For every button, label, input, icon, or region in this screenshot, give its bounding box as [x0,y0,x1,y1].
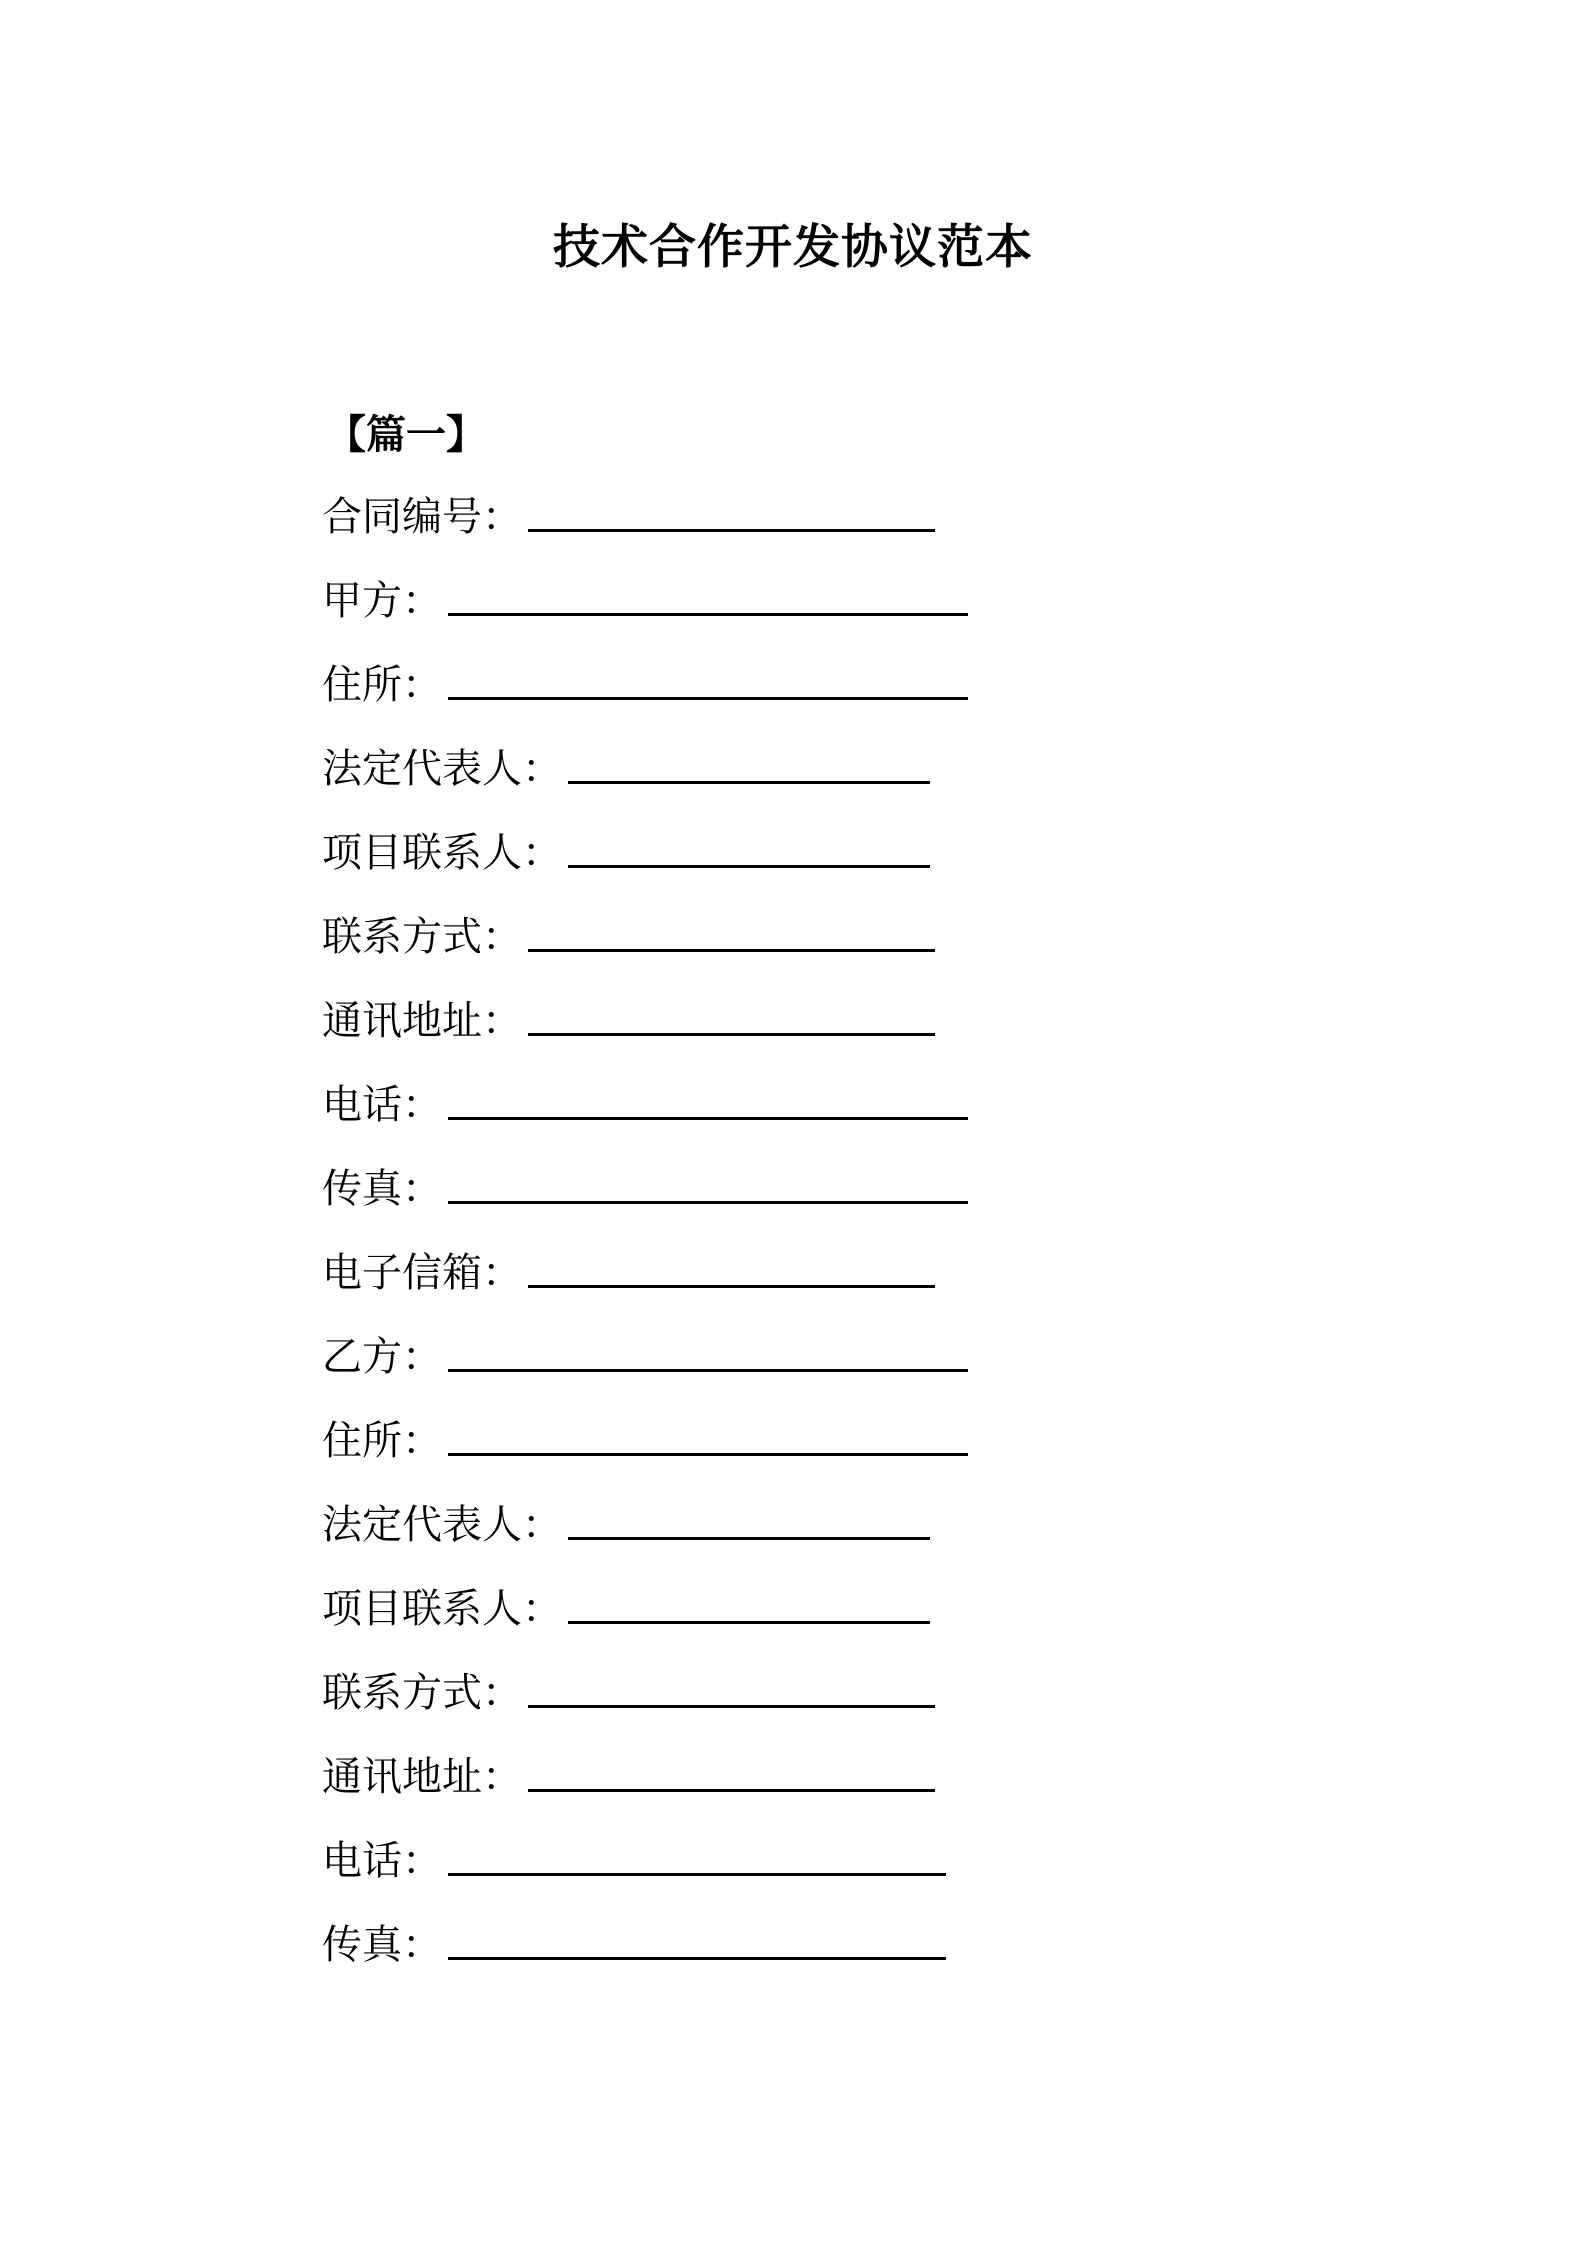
blank-line[interactable] [528,487,935,532]
field-label: 住所： [322,1418,442,1464]
field-label: 传真： [322,1922,442,1968]
field-party-a-email [322,1243,968,1327]
field-label: 住所： [322,662,442,708]
field-party-b-phone [322,1831,968,1915]
field-label: 电子信箱： [322,1250,522,1296]
field-party-a-contact-method [322,907,968,991]
field-party-a-mailing-address [322,991,968,1075]
contract-field-list [322,487,968,1999]
field-party-a-fax [322,1159,968,1243]
field-party-a-project-contact [322,823,968,907]
blank-line[interactable] [448,1159,968,1204]
field-label: 甲方： [322,578,442,624]
field-party-b-fax [322,1915,968,1999]
field-label: 合同编号： [322,494,522,540]
blank-line[interactable] [528,1243,935,1288]
field-party-b-legal-rep [322,1495,968,1579]
field-party-a [322,571,968,655]
field-label: 法定代表人： [322,1502,562,1548]
blank-line[interactable] [568,1579,930,1624]
blank-line[interactable] [448,1411,968,1456]
field-party-a-phone [322,1075,968,1159]
field-label: 传真： [322,1166,442,1212]
blank-line[interactable] [528,1747,935,1792]
blank-line[interactable] [528,907,935,952]
field-label: 联系方式： [322,914,522,960]
blank-line[interactable] [568,739,930,784]
field-party-a-legal-rep [322,739,968,823]
field-party-b-project-contact [322,1579,968,1663]
document-title: 技术合作开发协议范本 [553,220,1033,275]
blank-line[interactable] [448,1831,946,1876]
field-label: 电话： [322,1082,442,1128]
field-label: 通讯地址： [322,1754,522,1800]
blank-line[interactable] [528,991,935,1036]
field-label: 法定代表人： [322,746,562,792]
section-heading: 【篇一】 [326,412,486,458]
field-label: 乙方： [322,1334,442,1380]
field-party-b [322,1327,968,1411]
blank-line[interactable] [448,1915,946,1960]
field-party-a-address [322,655,968,739]
blank-line[interactable] [568,1495,930,1540]
field-label: 通讯地址： [322,998,522,1044]
blank-line[interactable] [568,823,930,868]
blank-line[interactable] [448,1327,968,1372]
blank-line[interactable] [448,1075,968,1120]
blank-line[interactable] [448,571,968,616]
field-label: 电话： [322,1838,442,1884]
field-label: 联系方式： [322,1670,522,1716]
field-party-b-mailing-address [322,1747,968,1831]
field-label: 项目联系人： [322,830,562,876]
field-party-b-address [322,1411,968,1495]
blank-line[interactable] [448,655,968,700]
field-label: 项目联系人： [322,1586,562,1632]
blank-line[interactable] [528,1663,935,1708]
field-party-b-contact-method [322,1663,968,1747]
field-contract-number [322,487,968,571]
